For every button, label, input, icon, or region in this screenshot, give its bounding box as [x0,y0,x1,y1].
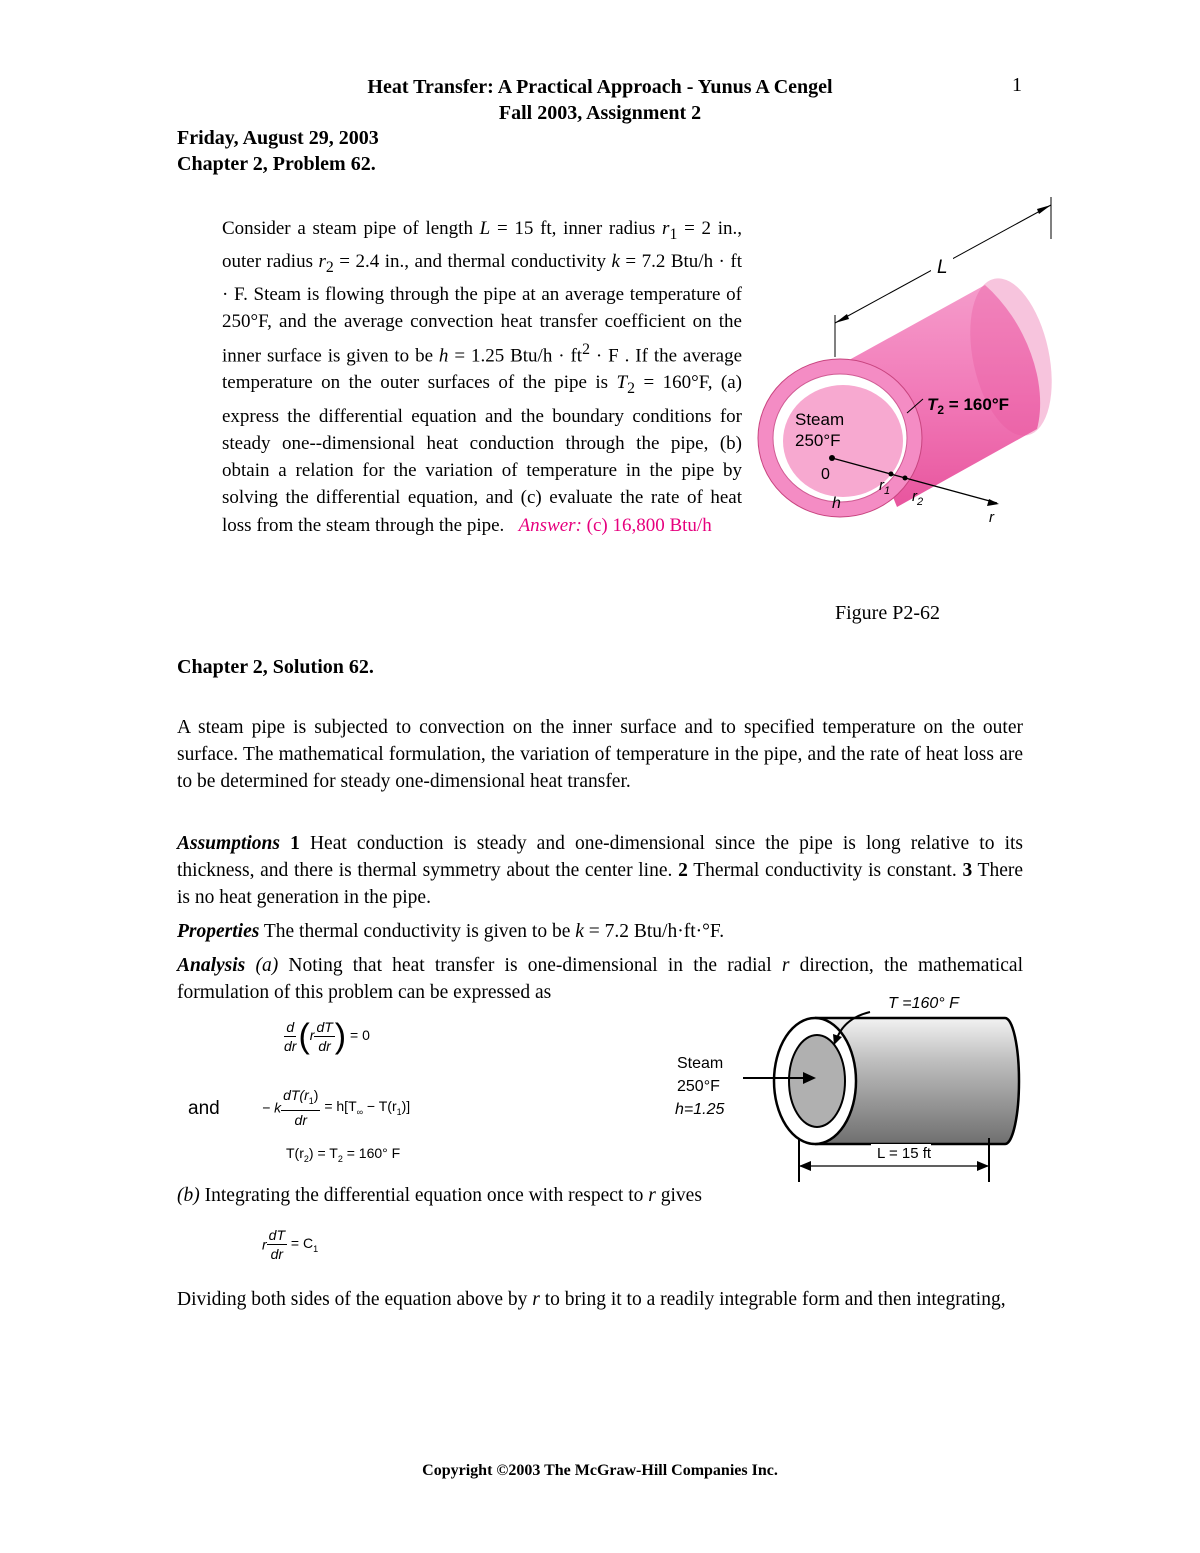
dividing-paragraph: Dividing both sides of the equation above by r to bring it to a readily integrable form and then integrating, [177,1289,1006,1310]
and-label: and [188,1098,220,1119]
equation-first-integral: r $\frac{dT}{dr}$ = $C_1$ [262,1227,319,1262]
problem-statement: Consider a steam pipe of length L = 15 ft, inner radius $r_1 = 2$ in., outer radius $r_2 = 2.4$ in., and thermal conductivity k = 7.2 Btu/h · ft · F. Steam is flowing through the pipe at an average temperature of 250°F, and the average convection heat transfer coefficient on the inner surface is given to be h = 1.25 $Btu/h \cdot ft^2 \cdot F$ . If the average temperature on the outer surfaces of the pipe is $T_2 = 160^\circ F$, (a) express the differential equation and the boundary conditions for steady one--dimensional heat conduction through the pipe, (b) obtain a relation for the variation of temperature in the pipe by solving the differential equation, and (c) evaluate the rate of heat loss from the steam through the pipe. Answer: (c) 16,800 Btu/h [222,218,743,536]
length-label-L: L [937,257,948,278]
steam-label: Steam [795,410,845,429]
equation-bc2: $T(r_2) = T_2 = 160^\circ$ F [286,1145,401,1164]
svg-text:r2: $r_2$ [912,488,924,508]
properties-paragraph: Properties The thermal conductivity is given to be k = 7.2 Btu/h·ft·°F. [177,921,725,942]
solution-heading: Chapter 2, Solution 62. [177,656,374,678]
equation-bc1: − k $\frac{dT(r_1)}{dr}$ = $h[T_\infty - T(r_1)]$ [262,1087,411,1128]
steam-label-2: Steam [677,1055,724,1072]
document-title: Heat Transfer: A Practical Approach - Yunus A Cengel [367,76,833,98]
date-heading: Friday, August 29, 2003 [177,127,379,149]
equation-differential: $\frac{d}{dr}$ (r $\frac{dT}{dr}$ ) = 0 [284,1017,370,1056]
analysis-paragraph: Analysis (a) Noting that heat transfer is one-dimensional in the radial r direction, the mathematical formulation of this problem can be expressed as [177,955,1024,1003]
svg-text:r1: $r_1$ [879,477,891,497]
svg-text:T2 = 160°F: $T_2 = 160^\circ F$ [927,395,1009,417]
T-surface-label: T =160° F [888,995,959,1012]
r1-label: r [879,477,884,494]
steam-temp-label: 250°F [795,431,841,450]
h-value-label: h=1.25 [675,1101,725,1118]
problem-heading: Chapter 2, Problem 62. [177,153,376,175]
steam-temp-label-2: 250°F [677,1078,720,1095]
T2-label: T [927,395,938,414]
pipe-figure-2 [665,990,1025,1190]
origin-label: 0 [821,466,830,483]
r2-label: r [912,488,917,505]
h-label: h [832,495,841,512]
page-number: 1 [1012,74,1022,96]
figure-caption: Figure P2-62 [835,602,940,624]
assumptions-paragraph: Assumptions 1 Heat conduction is steady and one-dimensional since the pipe is long relative to its thickness, and there is thermal symmetry about the center line. 2 Thermal conductivity is constant. 3 There is no heat generation in the pipe. [177,833,1024,908]
pipe-figure-p2-62 [755,185,1055,545]
length-label-2: L = 15 ft [877,1145,932,1162]
part-b-paragraph: (b) Integrating the differential equation once with respect to r gives [177,1185,702,1206]
document-subtitle: Fall 2003, Assignment 2 [498,102,702,124]
copyright-footer: Copyright ©2003 The McGraw-Hill Companies Inc. [422,1462,778,1479]
answer: Answer: (c) 16,800 Btu/h [518,514,712,536]
r-axis-label: r [989,509,994,526]
solution-intro: A steam pipe is subjected to convection on the inner surface and to specified temperature on the outer surface. The mathematical formulation, the variation of temperature in the pipe, and the rate of heat loss are to be determined for steady one-dimensional heat transfer. [177,717,1023,792]
